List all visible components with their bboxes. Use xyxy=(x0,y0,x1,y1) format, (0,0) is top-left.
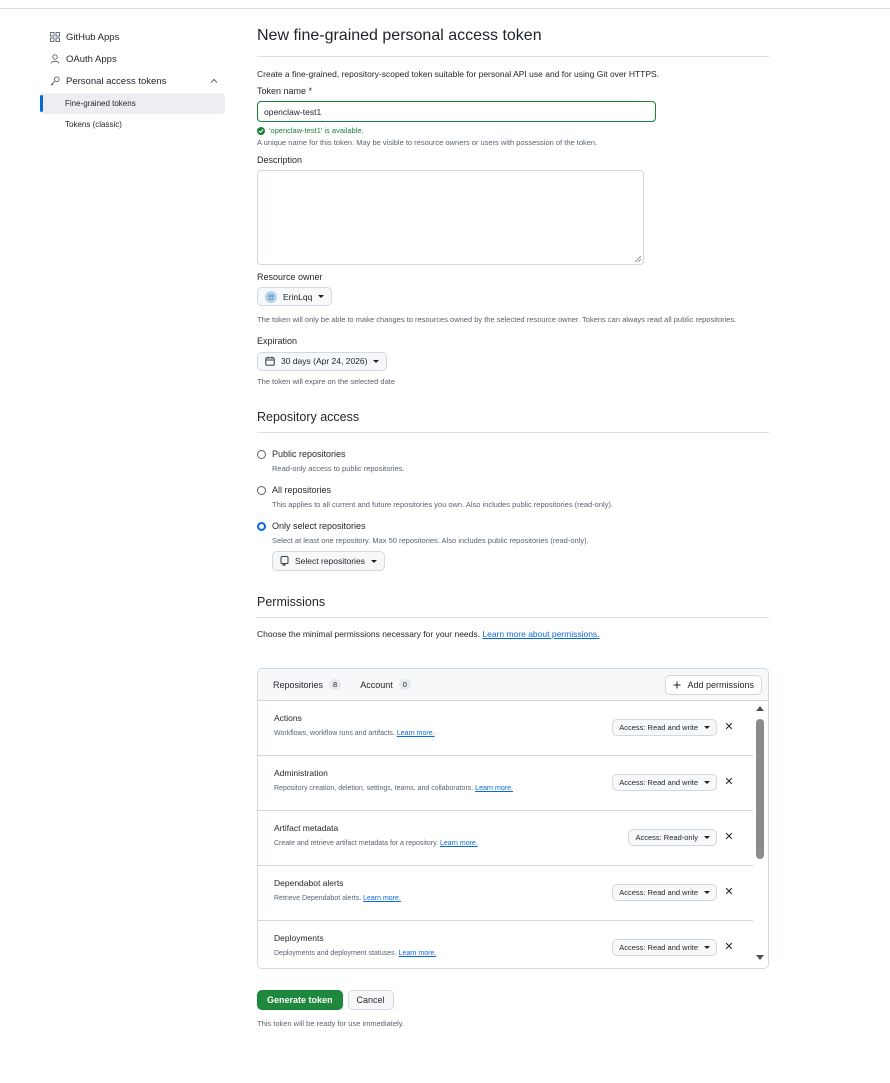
permission-row-actions xyxy=(258,701,753,756)
expiration-group xyxy=(257,336,769,387)
access-value: Access: Read-only xyxy=(635,833,698,842)
sidebar-item-label: Personal access tokens xyxy=(66,75,167,87)
availability-message xyxy=(257,126,769,135)
expiration-label: Expiration xyxy=(257,335,298,346)
person-icon xyxy=(50,54,60,64)
description-textarea[interactable] xyxy=(257,170,644,265)
tab-repositories[interactable] xyxy=(273,679,341,690)
radio-public[interactable] xyxy=(257,450,266,459)
caret-down-icon xyxy=(318,295,324,298)
access-value: Access: Read and write xyxy=(619,778,698,787)
caret-down-icon xyxy=(704,891,710,894)
caret-down-icon xyxy=(371,560,377,563)
permissions-desc-text: Choose the minimal permissions necessary for your needs. xyxy=(257,629,480,639)
resource-owner-value: ErinLqq xyxy=(283,291,313,302)
radio-desc: Select at least one repository. Max 50 repositories. Also includes public repositories (read-only). xyxy=(272,536,589,545)
plus-icon xyxy=(673,681,681,689)
radio-all[interactable] xyxy=(257,486,266,495)
access-select[interactable] xyxy=(612,939,717,956)
sidebar-item-label: OAuth Apps xyxy=(66,53,117,65)
sidebar-subitem-label: Fine-grained tokens xyxy=(65,99,136,108)
permission-desc xyxy=(274,840,478,847)
permission-desc-text: Repository creation, deletion, settings, teams, and collaborators. xyxy=(274,785,474,792)
permissions-scrollbar[interactable] xyxy=(753,701,768,968)
radio-label: All repositories xyxy=(272,485,332,495)
close-icon[interactable]: ✕ xyxy=(724,775,734,788)
sidebar-item-oauth-apps[interactable] xyxy=(40,48,225,70)
permission-row-artifact-metadata xyxy=(258,811,753,866)
add-permissions-button[interactable] xyxy=(665,675,762,695)
learn-more-link[interactable]: Learn more. xyxy=(398,950,437,957)
check-circle-icon xyxy=(257,127,265,135)
learn-more-link[interactable]: Learn more. xyxy=(396,730,435,737)
sidebar-subitem-label: Tokens (classic) xyxy=(65,120,122,129)
sidebar-item-personal-access-tokens[interactable] xyxy=(40,70,225,92)
expiration-value: 30 days (Apr 24, 2026) xyxy=(281,356,368,366)
sidebar-item-label: GitHub Apps xyxy=(66,31,120,43)
close-icon[interactable]: ✕ xyxy=(724,720,734,733)
sidebar-subitem-fine-grained-tokens[interactable] xyxy=(40,93,225,114)
resource-owner-select[interactable] xyxy=(257,287,332,306)
description-group xyxy=(257,155,769,265)
tab-label: Repositories xyxy=(273,679,324,690)
repository-access-heading: Repository access xyxy=(257,408,769,433)
permission-desc-text: Workflows, workflow runs and artifacts. xyxy=(274,730,395,737)
generate-token-button[interactable]: Generate token xyxy=(257,990,343,1010)
permissions-tabs xyxy=(258,669,768,701)
resource-owner-group xyxy=(257,272,769,324)
caret-down-icon xyxy=(373,360,379,363)
expiration-select[interactable] xyxy=(257,352,387,371)
permission-desc xyxy=(274,895,401,902)
permission-desc xyxy=(274,950,436,957)
avatar xyxy=(265,291,277,303)
permission-row-deployments xyxy=(258,921,753,968)
access-select[interactable] xyxy=(628,829,717,846)
select-repositories-label: Select repositories xyxy=(295,556,365,566)
close-icon[interactable]: ✕ xyxy=(724,885,734,898)
permissions-desc xyxy=(257,629,769,639)
permission-row-administration xyxy=(258,756,753,811)
repo-option-public[interactable] xyxy=(257,449,769,473)
close-icon[interactable]: ✕ xyxy=(724,830,734,843)
chevron-up-icon[interactable] xyxy=(209,76,219,86)
add-permissions-label: Add permissions xyxy=(687,680,754,690)
permission-desc xyxy=(274,730,435,737)
permissions-panel xyxy=(257,668,769,969)
scroll-up-arrow-icon[interactable] xyxy=(756,706,764,711)
caret-down-icon xyxy=(704,946,710,949)
top-border xyxy=(0,0,890,9)
learn-more-permissions-link[interactable]: Learn more about permissions. xyxy=(482,629,600,639)
tab-counter: 8 xyxy=(329,679,341,690)
tab-counter: 0 xyxy=(399,679,411,690)
sidebar-subitem-tokens-classic[interactable] xyxy=(40,114,225,135)
tab-label: Account xyxy=(360,679,393,690)
learn-more-link[interactable]: Learn more. xyxy=(475,785,513,792)
description-label: Description xyxy=(257,155,303,165)
access-select[interactable] xyxy=(612,884,717,901)
access-value: Access: Read and write xyxy=(619,888,698,897)
select-repositories-button[interactable] xyxy=(272,551,385,571)
close-icon[interactable]: ✕ xyxy=(724,940,734,953)
permissions-heading: Permissions xyxy=(257,593,769,618)
repo-option-select[interactable] xyxy=(257,521,769,571)
repo-icon xyxy=(280,556,289,566)
access-value: Access: Read and write xyxy=(619,723,698,732)
token-name-label xyxy=(257,86,769,96)
key-icon xyxy=(50,76,60,86)
permission-title: Actions xyxy=(274,713,302,723)
permission-title: Artifact metadata xyxy=(274,823,339,833)
token-name-label-text: Token name xyxy=(257,86,307,96)
permission-row-dependabot-alerts xyxy=(258,866,753,921)
permission-desc-text: Deployments and deployment statuses. xyxy=(274,950,397,957)
radio-label: Only select repositories xyxy=(272,521,366,531)
permission-title: Deployments xyxy=(274,933,324,943)
page-title: New fine-grained personal access token xyxy=(257,24,769,57)
radio-desc: Read-only access to public repositories. xyxy=(272,464,405,473)
tab-account[interactable] xyxy=(360,679,411,690)
main-content xyxy=(257,24,769,639)
permission-desc-text: Create and retrieve artifact metadata for a repository. xyxy=(274,840,439,847)
settings-sidebar xyxy=(40,26,225,135)
calendar-icon xyxy=(265,356,275,366)
token-name-hint: A unique name for this token. May be visible to resource owners or users with possession of the token. xyxy=(257,138,598,147)
token-name-input[interactable]: openclaw-test1 xyxy=(257,101,656,122)
permission-title: Administration xyxy=(274,768,328,778)
generate-note: This token will be ready for use immediately. xyxy=(257,1019,405,1028)
learn-more-link[interactable]: Learn more. xyxy=(363,895,401,902)
permission-desc xyxy=(274,785,513,792)
caret-down-icon xyxy=(704,781,710,784)
radio-label: Public repositories xyxy=(272,449,346,459)
access-value: Access: Read and write xyxy=(619,943,698,952)
repo-option-all[interactable] xyxy=(257,485,769,509)
form-actions xyxy=(257,990,404,1028)
resource-owner-hint: The token will only be able to make changes to resources owned by the selected resource owner. Tokens can always read all public repositories. xyxy=(257,314,737,324)
sidebar-item-github-apps[interactable] xyxy=(40,26,225,48)
caret-down-icon xyxy=(704,726,710,729)
permission-title: Dependabot alerts xyxy=(274,878,344,888)
caret-down-icon xyxy=(704,836,710,839)
scrollbar-thumb[interactable] xyxy=(756,719,764,859)
scroll-down-arrow-icon[interactable] xyxy=(756,955,764,960)
availability-text: 'openclaw-test1' is available. xyxy=(269,126,364,135)
permissions-list xyxy=(258,701,768,968)
cancel-button[interactable]: Cancel xyxy=(348,990,394,1010)
resource-owner-label: Resource owner xyxy=(257,272,323,282)
required-mark: * xyxy=(308,86,313,96)
learn-more-link[interactable]: Learn more. xyxy=(440,840,478,847)
token-name-group xyxy=(257,86,769,147)
permission-desc-text: Retrieve Dependabot alerts. xyxy=(274,895,362,902)
radio-desc: This applies to all current and future repositories you own. Also includes public repositories (read-only). xyxy=(272,500,614,509)
apps-grid-icon xyxy=(50,32,60,42)
radio-select[interactable] xyxy=(257,522,266,531)
access-select[interactable] xyxy=(612,719,717,736)
expiration-hint: The token will expire on the selected date xyxy=(257,377,395,386)
page-intro: Create a fine-grained, repository-scoped token suitable for personal API use and for using Git over HTTPS. xyxy=(257,69,660,79)
access-select[interactable] xyxy=(612,774,717,791)
